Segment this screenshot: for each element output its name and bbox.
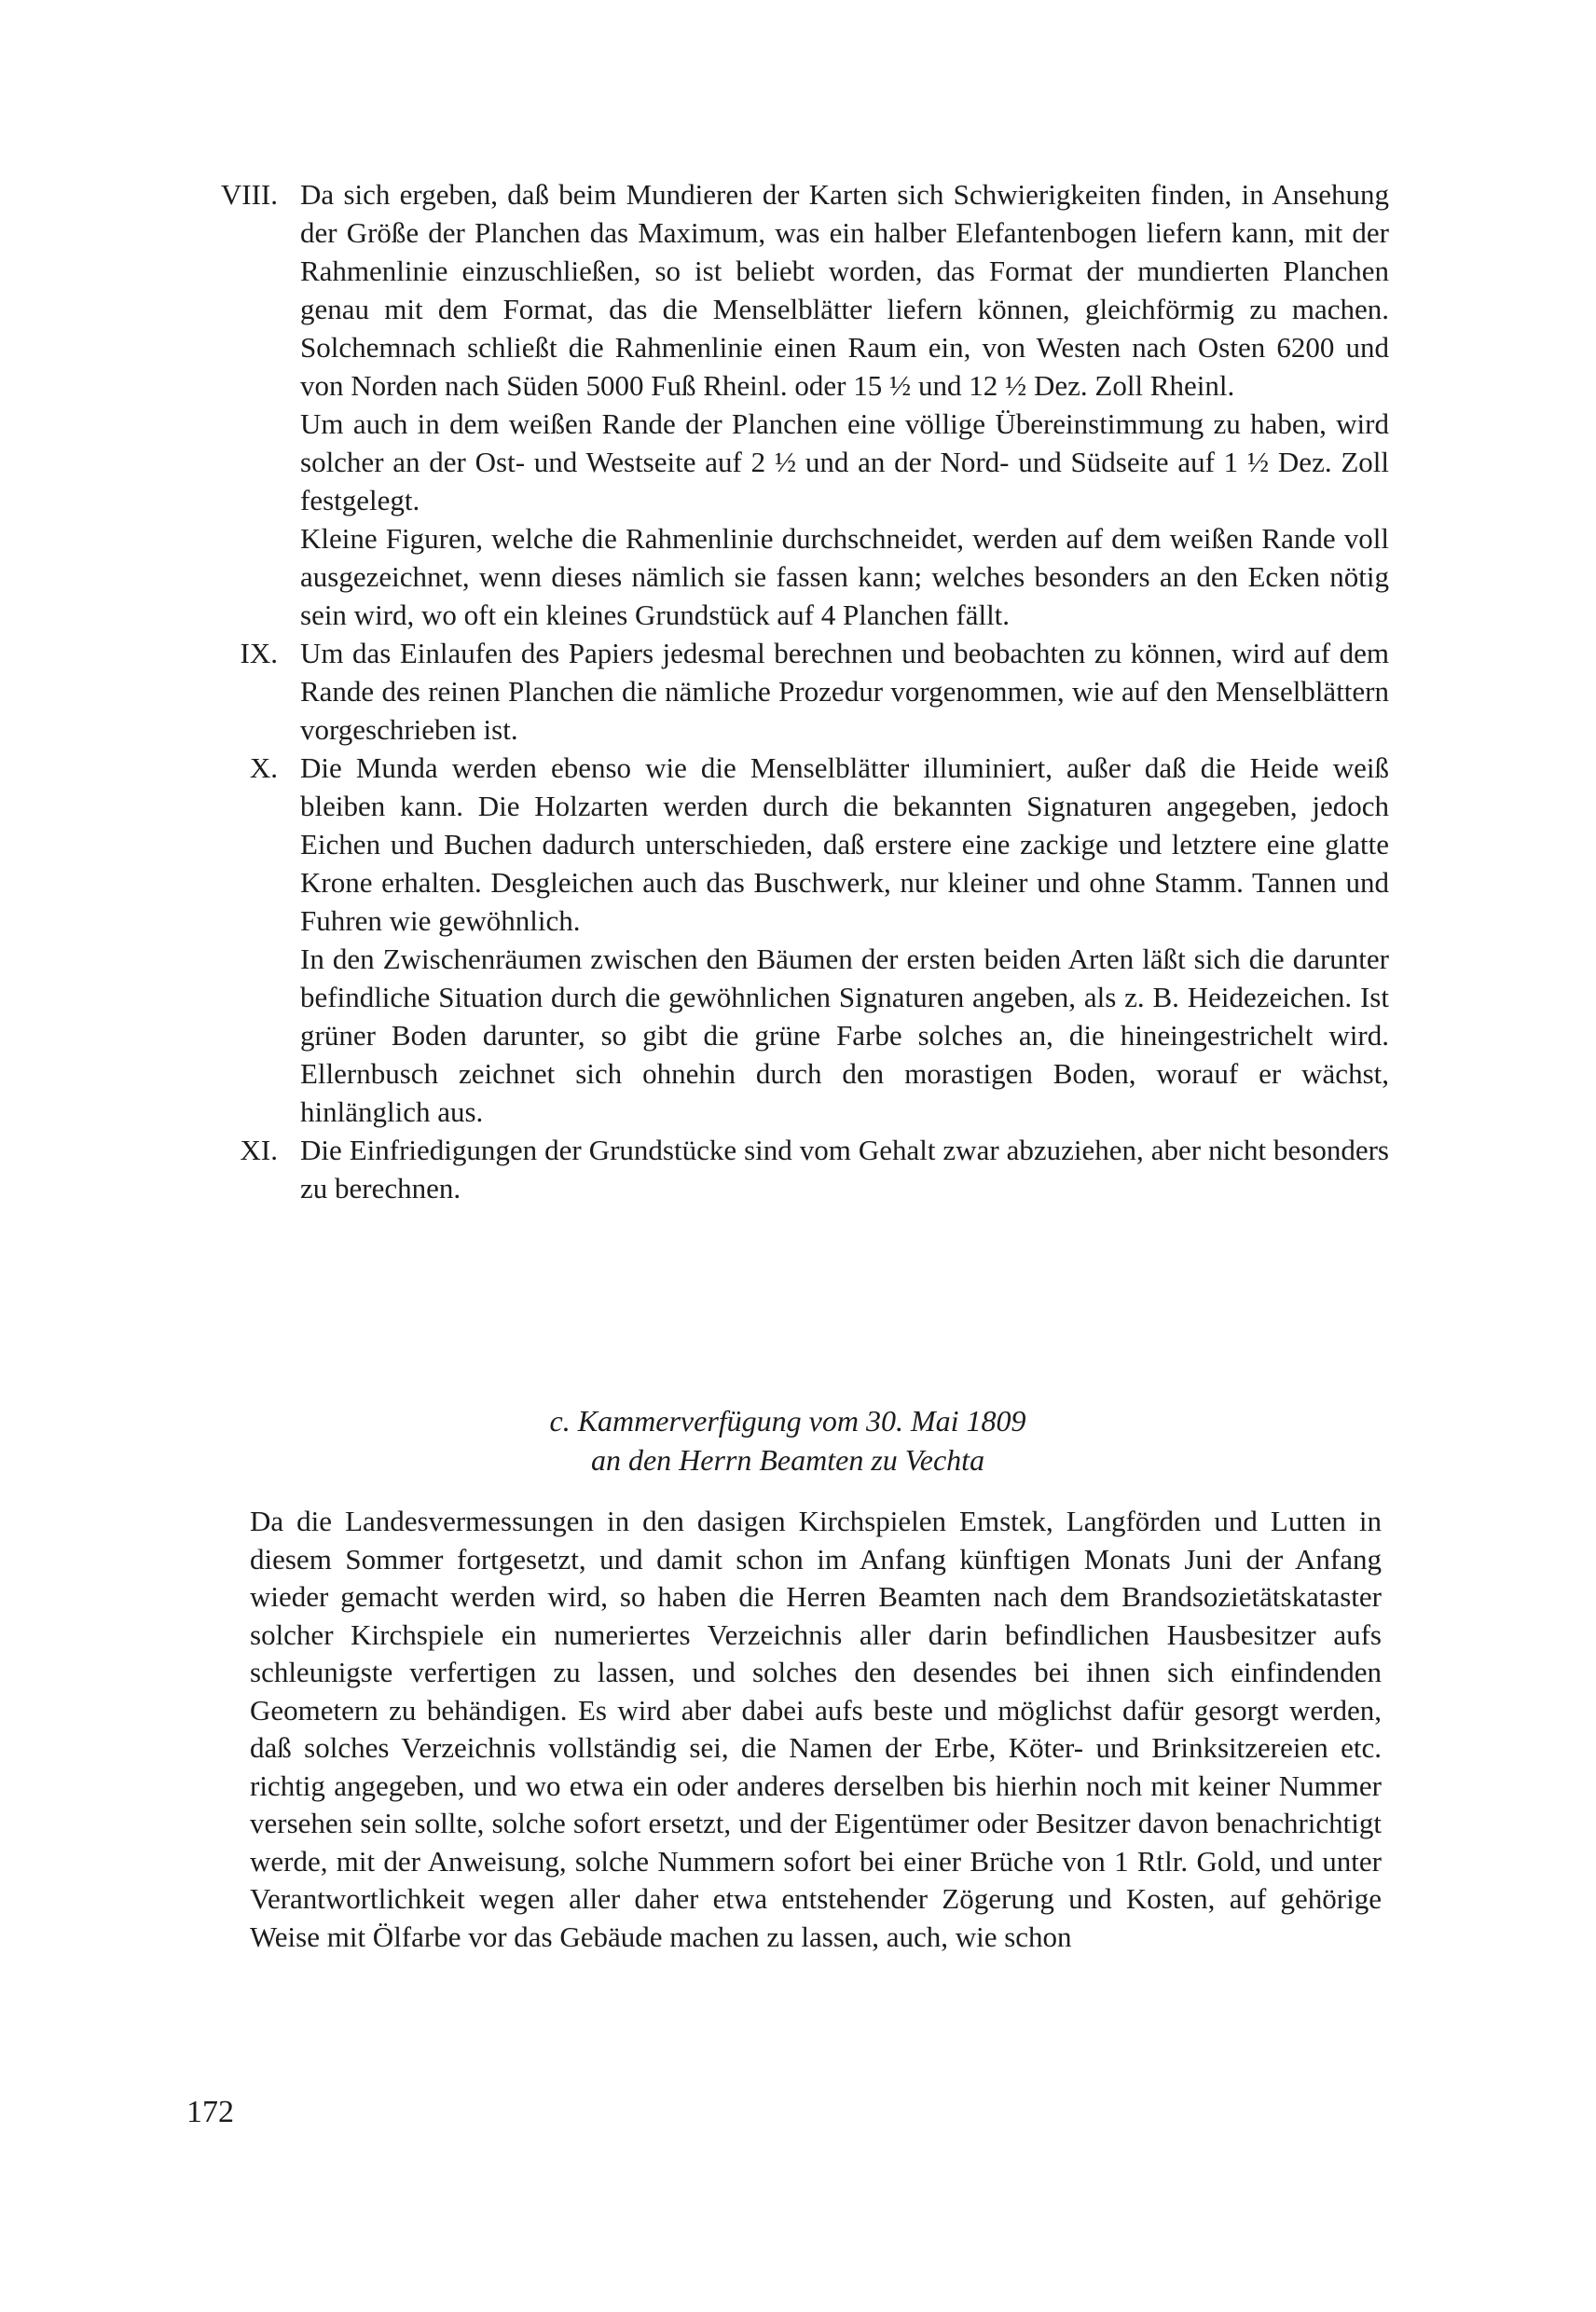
provision-paragraph: Da sich ergeben, daß beim Mundieren der Karten sich Schwierigkeiten finden, in Ansehung der Größe der Planchen das Maximum, was ein halber Elefantenbogen liefern kann, mit der Rahmenlinie einzuschließen, so ist beliebt worden, das Format der mundierten Planchen genau mit dem Format, das die Menselblätter liefern können, gleichförmig zu machen. Solchemnach schließt die Rahmenlinie einen Raum ein, von Westen nach Osten 6200 und von Norden nach Süden 5000 Fuß Rheinl. oder 15 ½ und 12 ½ Dez. Zoll Rheinl.	[300, 178, 1389, 402]
provision-paragraph: Kleine Figuren, welche die Rahmenlinie durchschneidet, werden auf dem weißen Rande voll ausgezeichnet, wenn dieses nämlich sie fassen kann; welches besonders an den Ecken nötig sein wird, wo oft ein kleines Grundstück auf 4 Planchen fällt.	[300, 522, 1389, 631]
section-heading-line: c. Kammerverfügung vom 30. Mai 1809	[549, 1404, 1026, 1438]
provision-number: IX.	[240, 637, 278, 669]
provision-paragraph: Die Munda werden ebenso wie die Menselblätter illuminiert, außer daß die Heide weiß bleiben kann. Die Holzarten werden durch die bekannten Signaturen angegeben, jedoch Eichen und Buchen dadurch unterschieden, daß erstere eine zackige und letztere eine glatte Krone erhalten. Desgleichen auch das Buschwerk, nur kleiner und ohne Stamm. Tannen und Fuhren wie gewöhnlich.	[300, 751, 1389, 937]
numbered-provisions	[186, 175, 1389, 1207]
provision-paragraph: Um das Einlaufen des Papiers jedesmal berechnen und beobachten zu können, wird auf dem Rande des reinen Planchen die nämliche Prozedur vorgenommen, wie auf den Menselblättern vorgeschrieben ist.	[300, 637, 1389, 746]
provision-paragraph: Die Einfriedigungen der Grundstücke sind vom Gehalt zwar abzuziehen, aber nicht besonders zu berechnen.	[300, 1134, 1389, 1204]
page-number: 172	[186, 2095, 234, 2129]
body-paragraph: Da die Landesvermessungen in den dasigen Kirchspielen Emstek, Langförden und Lutten in diesem Sommer fortgesetzt, und damit schon im Anfang künftigen Monats Juni der Anfang wieder gemacht werden wird, so haben die Herren Beamten nach dem Brandsozietätskataster solcher Kirchspiele ein numeriertes Verzeichnis aller darin befindlichen Hausbesitzer aufs schleunigste verfertigen zu lassen, und solches den desendes bei ihnen sich einfindenden Geometern zu behändigen. Es wird aber dabei aufs beste und möglichst dafür gesorgt werden, daß solches Verzeichnis vollständig sei, die Namen der Erbe, Köter- und Brinksitzereien etc. richtig angegeben, und wo etwa ein oder anderes derselben bis hierhin noch mit keiner Nummer versehen sein sollte, solche sofort ersetzt, und der Eigentümer oder Besitzer davon benachrichtigt werde, mit der Anweisung, solche Nummern sofort bei einer Brüche von 1 Rtlr. Gold, und unter Verantwortlichkeit wegen aller daher etwa entstehender Zögerung und Kosten, auf gehörige Weise mit Ölfarbe vor das Gebäude machen zu lassen, auch, wie schon	[250, 1505, 1382, 1953]
provision-number: X.	[249, 751, 278, 784]
provision-number: VIII.	[220, 178, 278, 211]
provision-item	[186, 749, 1389, 1131]
provision-paragraph: In den Zwischenräumen zwischen den Bäumen der ersten beiden Arten läßt sich die darunter befindliche Situation durch die gewöhnlichen Signaturen angeben, als z. B. Heidezeichen. Ist grüner Boden darunter, so gibt die grüne Farbe solches an, die hineingestrichelt wird. Ellernbusch zeichnet sich ohnehin durch den morastigen Boden, worauf er wächst, hinlänglich aus.	[300, 943, 1389, 1128]
provision-paragraph: Um auch in dem weißen Rande der Planchen eine völlige Übereinstimmung zu haben, wird solcher an der Ost- und Westseite auf 2 ½ und an der Nord- und Südseite auf 1 ½ Dez. Zoll festgelegt.	[300, 407, 1389, 516]
section-heading-line: an den Herrn Beamten zu Vechta	[590, 1443, 985, 1477]
provision-item	[186, 175, 1389, 634]
provision-number: XI.	[240, 1134, 278, 1166]
provision-item	[186, 1131, 1389, 1207]
section-heading	[186, 1401, 1389, 1479]
provision-item	[186, 634, 1389, 749]
